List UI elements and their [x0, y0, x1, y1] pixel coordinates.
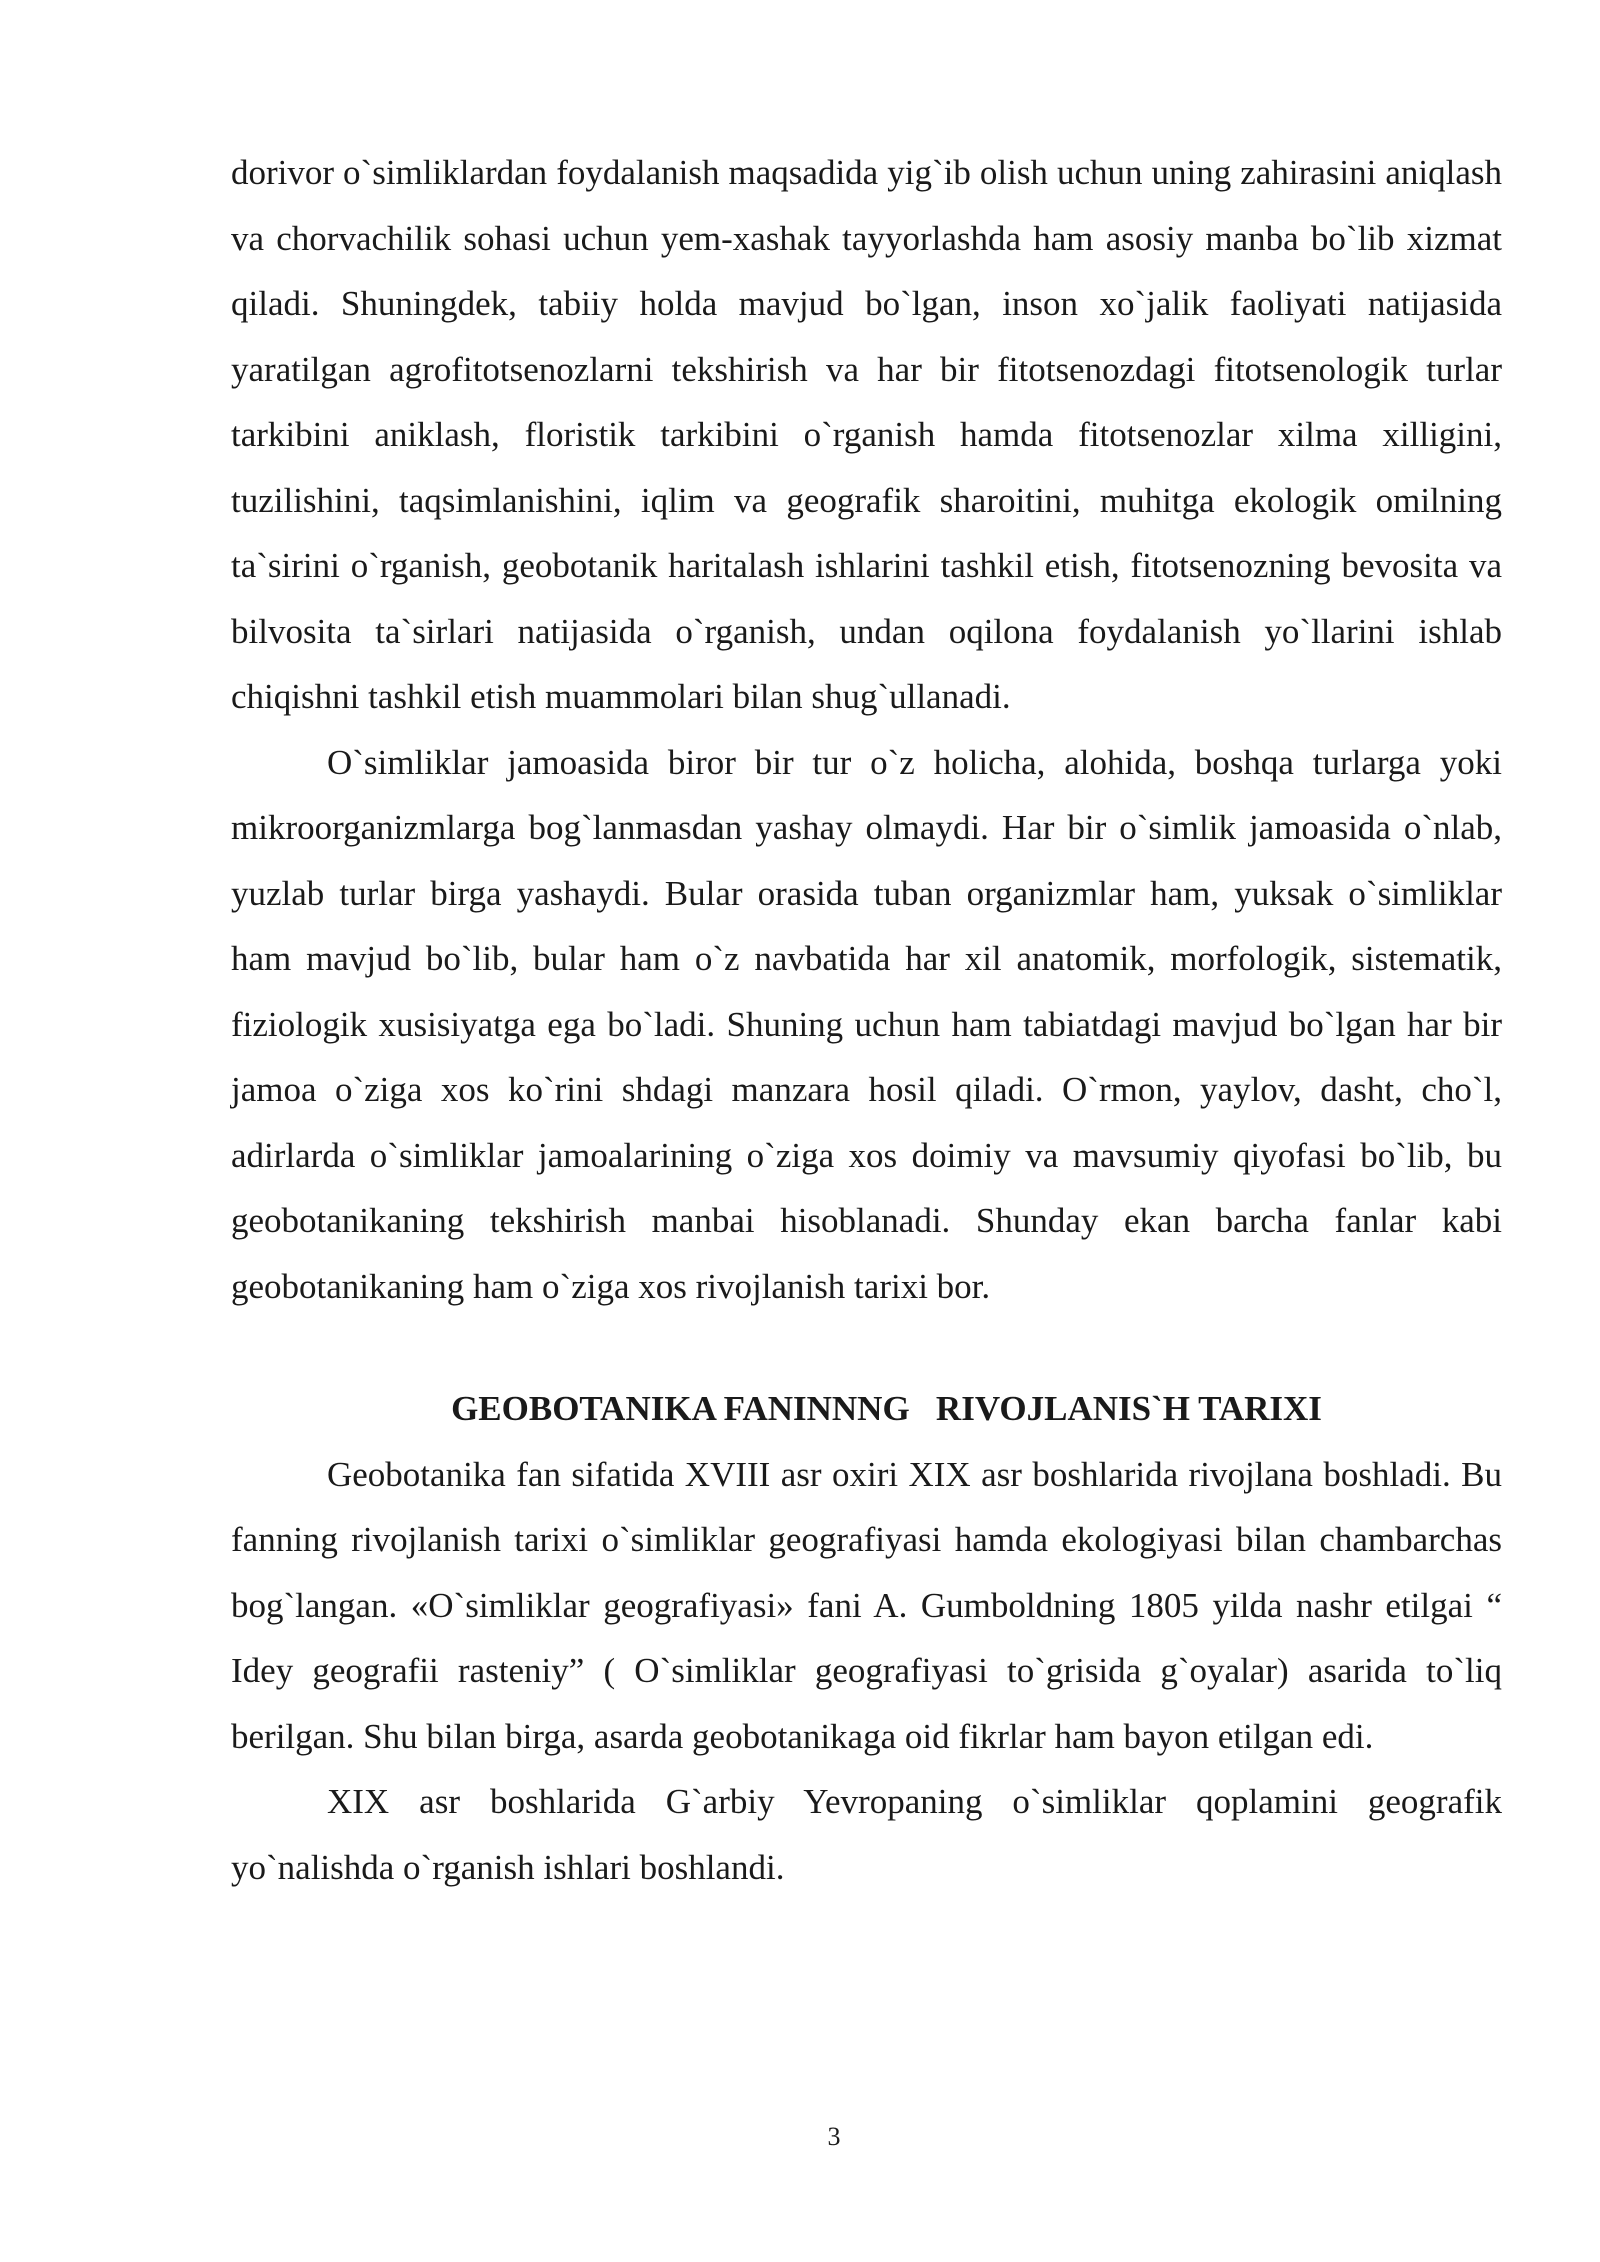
section-heading: GEOBOTANIKA FANINNNG RIVOJLANIS`H TARIXI	[451, 1389, 1322, 1428]
document-body	[231, 140, 1502, 1900]
paragraph: XIX asr boshlarida G`arbiy Yevropaning o`simliklar qoplamini geografik yo`nalishda o`rganish ishlari boshlandi.	[231, 1782, 1502, 1887]
paragraph: Geobotanika fan sifatida XVIII asr oxiri XIX asr boshlarida rivojlana boshladi. Bu fanning rivojlanish tarixi o`simliklar geografiyasi hamda ekologiyasi bilan chambarchas bog`langan. «O`simliklar geografiyasi» fani A. Gumboldning 1805 yilda nashr etilgai “ Idey geografii rasteniy” ( O`simliklar geografiyasi to`grisida g`oyalar) asarida to`liq berilgan. Shu bilan birga, asarda geobotanikaga oid fikrlar ham bayon etilgan edi.	[231, 1454, 1502, 1756]
page-number: 3	[827, 2122, 841, 2151]
paragraph: O`simliklar jamoasida biror bir tur o`z holicha, alohida, boshqa turlarga yoki mikroorganizmlarga bog`lanmasdan yashay olmaydi. Har bir o`simlik jamoasida o`nlab, yuzlab turlar birga yashaydi. Bular orasida tuban organizmlar ham, yuksak o`simliklar ham mavjud bo`lib, bular ham o`z navbatida har xil anatomik, morfologik, sistematik, fiziologik xusisiyatga ega bo`ladi. Shuning uchun ham tabiatdagi mavjud bo`lgan har bir jamoa o`ziga xos ko`rini shdagi manzara hosil qiladi. O`rmon, yaylov, dasht, cho`l, adirlarda o`simliklar jamoalarining o`ziga xos doimiy va mavsumiy qiyofasi bo`lib, bu geobotanikaning tekshirish manbai hisoblanadi. Shunday ekan barcha fanlar kabi geobotanikaning ham o`ziga xos rivojlanish tarixi bor.	[231, 742, 1502, 1306]
paragraph-continued: dorivor o`simliklardan foydalanish maqsadida yig`ib olish uchun uning zahirasini aniqlash va chorvachilik sohasi uchun yem-xashak tayyorlashda ham asosiy manba bo`lib xizmat qiladi. Shuningdek, tabiiy holda mavjud bo`lgan, inson xo`jalik faoliyati natijasida yaratilgan agrofitotsenozlarni tekshirish va har bir fitotsenozdagi fitotsenologik turlar tarkibini aniklash, floristik tarkibini o`rganish hamda fitotsenozlar xilma xilligini, tuzilishini, taqsimlanishini, iqlim va geografik sharoitini, muhitga ekologik omilning ta`sirini o`rganish, geobotanik haritalash ishlarini tashkil etish, fitotsenozning bevosita va bilvosita ta`sirlari natijasida o`rganish, undan oqilona foydalanish yo`llarini ishlab chiqishni tashkil etish muammolari bilan shug`ullanadi.	[231, 153, 1502, 716]
